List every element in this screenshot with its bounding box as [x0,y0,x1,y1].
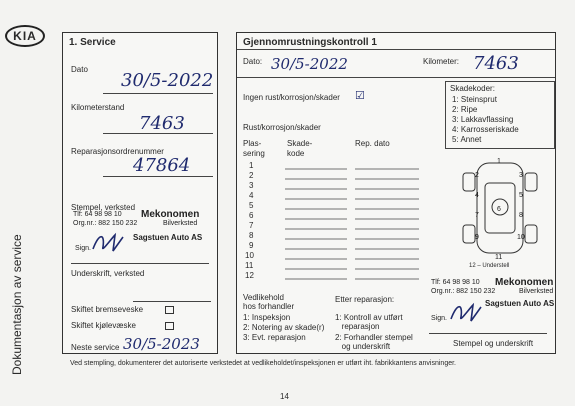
damage-code: 3: Lakkavflassing [452,115,514,124]
right-stamp-sign: Sign. [431,315,447,322]
km-value: 7463 [139,113,185,134]
svg-text:6: 6 [497,206,501,213]
next-service-value: 30/5-2023 [123,335,200,353]
stamp-tlf: Tlf: 64 98 98 10 [73,211,122,218]
no-rust-checkbox[interactable]: ☑ [355,90,365,102]
rust-label: Rust/korrosjon/skader [243,123,321,132]
row-number: 2 [249,171,254,180]
page-number: 14 [280,392,289,401]
maintenance-item: 2: Notering av skade(r) [243,323,325,332]
vertical-section-title: Dokumentasjon av service [10,234,24,375]
brake-line [133,301,211,302]
right-stamp-brand: Mekonomen [495,277,554,288]
svg-text:2: 2 [475,172,479,179]
right-stamp-tlf: Tlf: 64 98 98 10 [431,279,480,286]
date-line [103,93,213,94]
svg-text:7: 7 [475,212,479,219]
damage-code: 5: Annet [452,135,482,144]
row-number: 6 [249,211,254,220]
svg-text:4: 4 [475,192,479,199]
row-number: 11 [245,261,254,270]
signature-line [71,263,209,264]
service-box [62,32,218,354]
km-line [103,133,213,134]
stamp-brand: Mekonomen [141,209,200,220]
right-signature [447,299,491,325]
row-number: 9 [249,241,254,250]
row-number: 4 [249,191,254,200]
date-label: Dato [71,65,88,74]
date-divider [237,77,555,78]
svg-text:9: 9 [475,234,479,241]
title-divider [237,49,555,50]
after-repair-title: Etter reparasjon: [335,295,395,304]
damage-codes-title: Skadekoder: [450,84,495,93]
signature-label: Underskrift, verksted [71,269,145,278]
brake-checkbox[interactable] [165,306,174,314]
after-repair-item: 1: Kontroll av utført reparasjon [335,313,403,331]
row-number: 3 [249,181,254,190]
right-stamp-brand-sub: Bilverksted [519,288,554,295]
right-stamp-label: Stempel og underskrift [453,339,534,348]
right-date-value: 30/5-2022 [271,55,348,73]
row-number: 7 [249,221,254,230]
stamp-org: Org.nr.: 882 150 232 [73,220,138,227]
svg-text:1: 1 [497,158,501,165]
kia-logo: KIA [5,25,45,47]
footer-note: Ved stempling, dokumenterer det autoriserte verkstedet at vedlikeholdet/inspeksjonen er utført iht. fabrikkantens anvisninger. [70,360,456,367]
row-number: 1 [249,161,254,170]
svg-text:5: 5 [519,192,523,199]
row-number: 8 [249,231,254,240]
brake-label: Skiftet bremseveske [71,305,144,314]
after-repair-item: 2: Forhandler stempel og underskrift [335,333,413,351]
next-service-label: Neste service [71,343,120,352]
order-value: 47864 [133,155,191,176]
damage-codes-box [445,81,555,149]
col-placement: Plas- sering [243,139,265,158]
right-km-label: Kilometer: [423,57,460,66]
coolant-checkbox[interactable] [165,322,174,330]
order-line [103,176,213,177]
car-diagram [455,155,545,263]
workshop-stamp-label: Stempel, verksted [71,203,136,212]
right-stamp-name: Sagstuen Auto AS [485,299,555,308]
svg-text:3: 3 [519,172,523,179]
maintenance-item: 3: Evt. reparasjon [243,333,306,342]
damage-code: 4: Karrosseriskade [452,125,519,134]
order-label: Reparasjonsordrenummer [71,147,164,156]
workshop-signature [89,229,133,255]
right-stamp-org: Org.nr.: 882 150 232 [431,288,496,295]
date-value: 30/5-2022 [121,70,214,91]
damage-code: 1: Steinsprut [452,95,497,104]
stamp-brand-sub: Bilverksted [163,220,198,227]
stamp-name: Sagstuen Auto AS [133,233,203,242]
svg-text:8: 8 [519,212,523,219]
coolant-label: Skiftet kjølevæske [71,321,136,330]
svg-text:11: 11 [495,254,503,261]
row-number: 5 [249,201,254,210]
stamp-sign: Sign. [75,245,91,252]
underside-label: 12 – Understell [469,263,510,269]
maintenance-item: 1: Inspeksjon [243,313,291,322]
right-stamp-line [429,333,547,334]
rust-control-box [236,32,556,354]
row-number: 10 [245,251,254,260]
damage-code: 2: Ripe [452,105,478,114]
no-rust-label: Ingen rust/korrosjon/skader [243,93,340,102]
svg-text:10: 10 [517,234,525,241]
rust-control-title: Gjennomrustningskontroll 1 [243,37,377,48]
maintenance-title: Vedlikehold hos forhandler [243,293,295,311]
row-number: 12 [245,271,254,280]
right-date-label: Dato: [243,57,263,66]
km-label: Kilometerstand [71,103,125,112]
service-title: 1. Service [69,37,116,48]
col-damage-code: Skade- kode [287,139,313,158]
table-lines [285,161,425,281]
right-km-value: 7463 [473,53,519,74]
col-repair-date: Rep. dato [355,139,390,148]
